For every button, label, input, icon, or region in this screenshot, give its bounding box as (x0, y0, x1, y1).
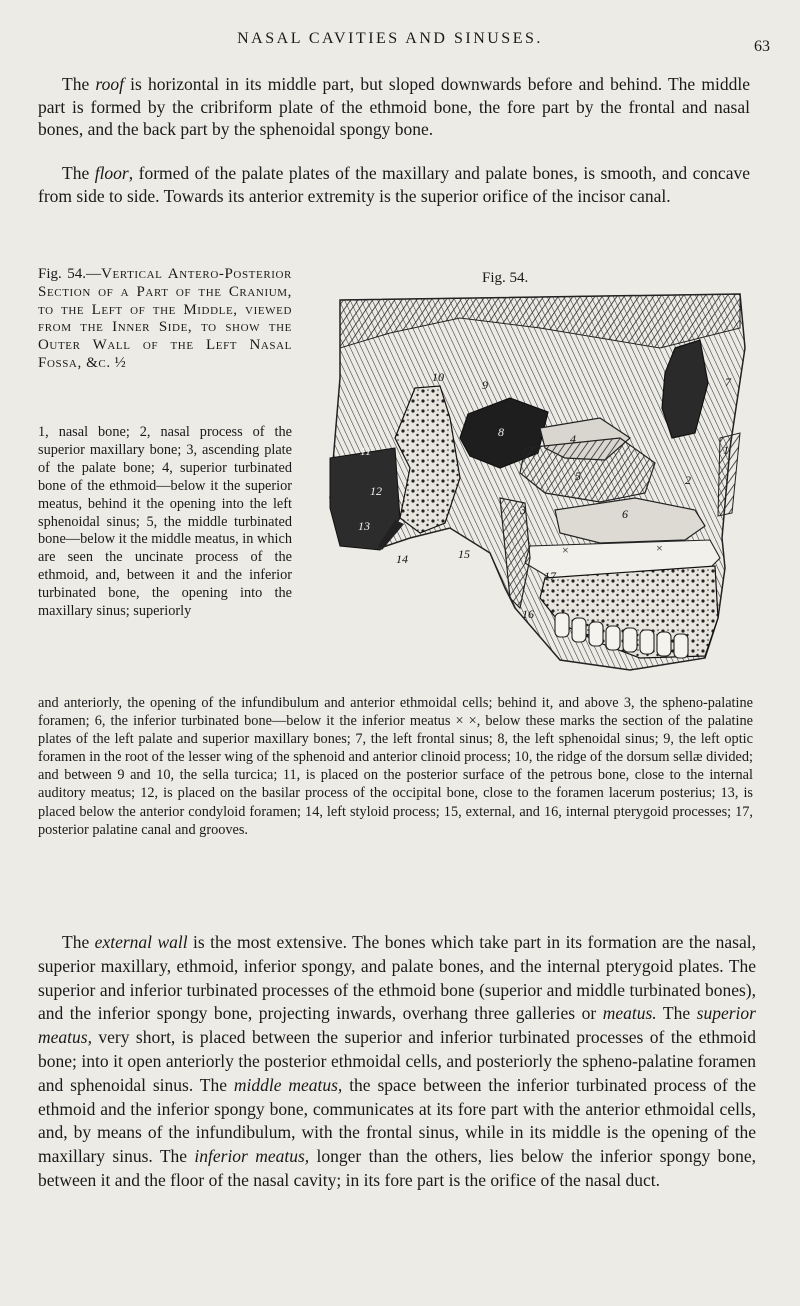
ew-term-superior-meatus: superior meatus, (38, 1003, 756, 1048)
label-5: 5 (575, 469, 581, 483)
external-wall-paragraph (38, 931, 756, 1193)
label-14: 14 (396, 552, 408, 566)
label-15: 15 (458, 547, 470, 561)
caption-prefix: Fig. 54.— (38, 266, 102, 282)
ew-s6: longer than the others, lies below the inferior spongy bone, between it and the floor of the nasal cavity; in its fore part is the orifice of the nasal duct. (38, 1146, 757, 1190)
roof-intro: The (62, 74, 96, 94)
figure-legend-side: 1, nasal bone; 2, nasal process of the superior maxillary bone; 3, ascending plate of the palate bone; 4, superior turbinated bone of the ethmoid—below it the superior meatus, behind it the opening into the left sphenoidal sinus; 5, the middle turbinated bone—below it the middle meatus, in which are seen the uncinate process of the ethmoid, and, between it and the inferior turbinated bone, the opening into the maxillary sinus; superiorly (38, 424, 292, 620)
roof-term: roof (95, 74, 124, 94)
label-2: 2 (685, 473, 691, 487)
cross-mark-2: × (656, 541, 663, 555)
label-7: 7 (725, 375, 731, 389)
label-17: 17 (544, 569, 556, 583)
ew-term-middle-meatus: middle meatus, (233, 1074, 343, 1095)
floor-intro: The (62, 163, 95, 183)
figure-label: Fig. 54. (482, 270, 529, 286)
floor-paragraph (38, 162, 750, 207)
ew-s1: The (62, 932, 95, 952)
label-10: 10 (432, 370, 444, 384)
page-number: 63 (754, 38, 770, 55)
ew-term-inferior-meatus: inferior meatus, (194, 1146, 310, 1167)
ew-s4: very short, is placed between the superior and inferior turbinated processes of the ethmoid bone; into it open anteriorly the posterior ethmoidal cells, and posteriorly the spheno-palatine foramen and sphenoidal sinus. The (38, 1027, 756, 1095)
ew-term-meatus: meatus. (602, 1003, 657, 1024)
label-12: 12 (370, 484, 382, 498)
cross-mark-1: × (562, 543, 569, 557)
caption-title: Vertical Antero-Posterior Section of a Part of the Cranium, to the Left of the Middle, viewed from the Inner Side, to show the Outer Wall of the Left Nasal Fossa, &c. (38, 266, 292, 371)
label-16: 16 (522, 607, 534, 621)
ew-term-external-wall: external wall (94, 932, 188, 952)
nasal-bone (718, 433, 740, 516)
page-header (0, 30, 800, 60)
label-11: 11 (360, 444, 372, 458)
floor-text: , formed of the palate plates of the maxillary and palate bones, is smooth, and concave from side to side. Towards its anterior extremity is the superior orifice of the incisor canal. (38, 163, 750, 206)
label-4: 4 (570, 432, 576, 446)
running-title: NASAL CAVITIES AND SINUSES. (237, 30, 543, 47)
label-3: 3 (520, 503, 526, 517)
label-13: 13 (358, 519, 370, 533)
figure-caption (38, 266, 292, 373)
ew-s3: The (656, 1003, 697, 1024)
figure-legend-full: and anteriorly, the opening of the infundibulum and anterior ethmoidal cells; behind it, and above 3, the spheno-palatine foramen; 6, the inferior turbinated bone—below it the inferior meatus × ×, below these marks the section of the palatine plates of the left palate and superior maxillary bones; 7, the left frontal sinus; 8, the left sphenoidal sinus; 9, the left optic foramen in the root of the lesser wing of the sphenoid and anterior clinoid process; 10, the ridge of the dorsum sellæ divided; and between 9 and 10, the sella turcica; 11, is placed on the posterior surface of the petrous bone, close to the internal auditory meatus; 12, is placed on the basilar process of the occipital bone, close to the foramen lacerum posterius; 13, is placed below the anterior condyloid foramen; 14, left styloid process; 15, external, and 16, internal pterygoid processes; 17, posterior palatine canal and grooves. (38, 695, 753, 838)
roof-paragraph (38, 73, 750, 141)
floor-term: floor (94, 163, 129, 183)
caption-scale: ½ (114, 354, 126, 371)
label-6: 6 (622, 507, 628, 521)
ew-s5: the space between the inferior turbinated process of the ethmoid and the inferior spongy bone, communicates at its fore part with the anterior ethmoidal cells, and, by means of the infundibulum, with the frontal sinus, while in its middle is the opening of the maxillary sinus. The (38, 1074, 756, 1167)
skull-section-figure (300, 288, 752, 676)
ew-s2: is the most extensive. The bones which take part in its formation are the nasal, superior maxillary, ethmoid, inferior spongy, and palate bones, and the internal pterygoid plates. The superior and inferior turbinated processes of the ethmoid bone (superior and middle turbinated bones), and the inferior spongy bone, projecting inwards, overhang three galleries or (38, 932, 756, 1024)
label-9: 9 (482, 378, 488, 392)
roof-text: is horizontal in its middle part, but sloped downwards before and behind. The middle part is formed by the cribriform plate of the ethmoid bone, the fore part by the frontal and nasal bones, and the back part by the sphenoidal spongy bone. (38, 74, 750, 139)
label-1: 1 (723, 443, 729, 457)
label-8: 8 (498, 425, 504, 439)
